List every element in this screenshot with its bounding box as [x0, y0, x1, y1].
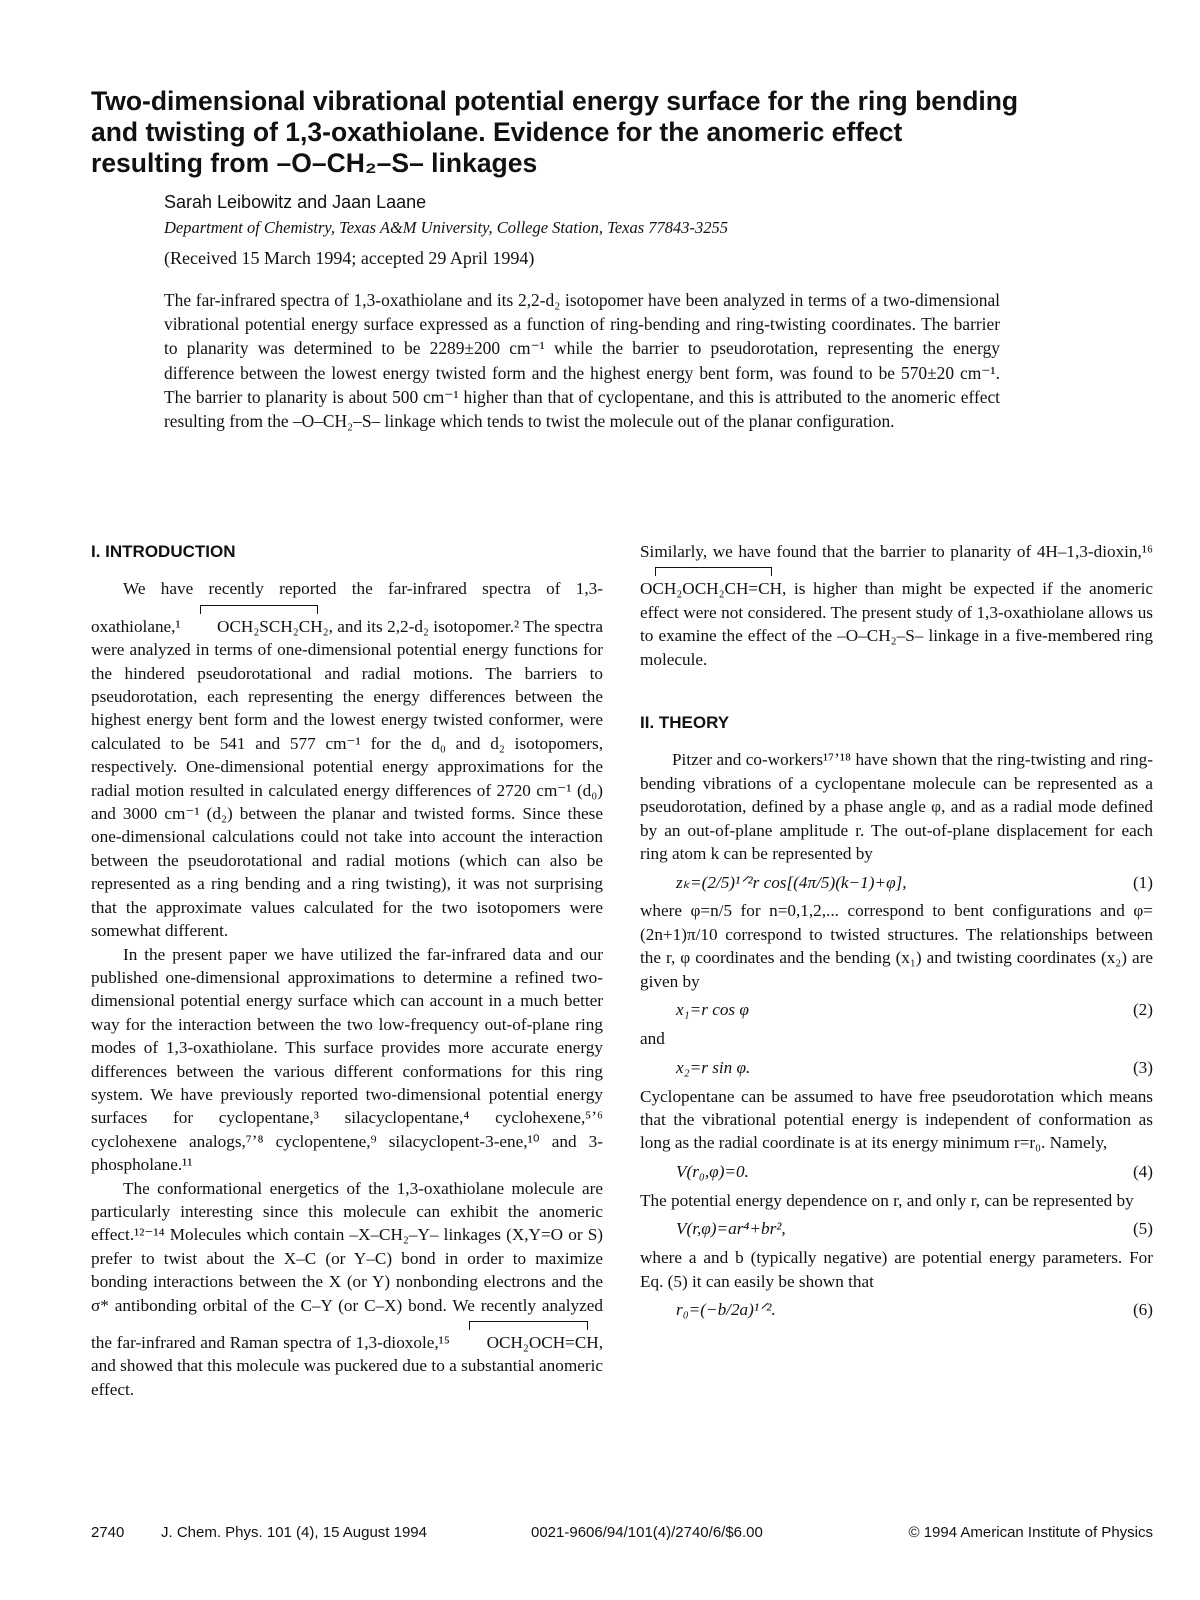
- copyright: © 1994 American Institute of Physics: [908, 1524, 1153, 1541]
- text-run: and showed that this molecule was puckered due to a substantial anomeric effect.: [91, 1356, 603, 1399]
- equation-body: zₖ=(2/5)¹ᐟ²r cos[(4π/5)(k−1)+φ],: [676, 872, 907, 892]
- paragraph: and: [640, 1029, 665, 1049]
- ring-formula: OCH₂SCH₂CH₂,: [185, 601, 333, 638]
- abstract: The far-infrared spectra of 1,3-oxathiolane and its 2,2-d₂ isotopomer have been analyzed in terms of a two-dimensional vibrational potential energy surface expressed as a function of ring-bending and ring-twisting coordinates. The barrier to planarity was determined to be 2289±200 cm⁻¹ while the barrier to pseudorotation, representing the energy difference between the lowest energy twisted form and the highest energy bent form, was found to be 570±20 cm⁻¹. The barrier to planarity is about 500 cm⁻¹ higher than that of cyclopentane, and this is attributed to the anomeric effect resulting from the –O–CH₂–S– linkage which tends to twist the molecule out of the planar configuration.: [164, 290, 1000, 432]
- equation-2: [640, 993, 1153, 1027]
- affiliation: Department of Chemistry, Texas A&M University, College Station, Texas 77843-3255: [164, 218, 729, 237]
- ring-formula: OCH₂OCH=CH,: [455, 1317, 603, 1354]
- paragraph: where φ=n/5 for n=0,1,2,... correspond to bent configurations and φ=(2n+1)π/10 correspond to twisted structures. The relationships between the r, φ coordinates and the bending (x₁) and twisting coordinates (x₂) are given by: [640, 901, 1153, 991]
- right-column: [640, 540, 1153, 1327]
- equation-body: V(r₀,φ)=0.: [676, 1162, 749, 1182]
- paragraph: [91, 577, 603, 942]
- ring-formula: OCH₂OCH₂CH=CH,: [640, 563, 786, 600]
- article-code: 0021-9606/94/101(4)/2740/6/$6.00: [531, 1524, 763, 1541]
- equation-1: [640, 865, 1153, 899]
- section-heading-introduction: I. INTRODUCTION: [91, 542, 236, 561]
- equation-number: (3): [1132, 1057, 1153, 1077]
- page-number: 2740: [91, 1524, 125, 1541]
- equation-number: (1): [1132, 872, 1153, 892]
- equation-body: x₁=r cos φ: [676, 1000, 749, 1020]
- equation-4: [640, 1155, 1153, 1189]
- equation-number: (6): [1132, 1300, 1153, 1320]
- article-title: [91, 86, 1151, 179]
- paragraph: Pitzer and co-workers¹⁷ʼ¹⁸ have shown that the ring-twisting and ring-bending vibrations of a cyclopentane molecule can be represented as a pseudorotation, defined by a phase angle φ, and as a radial mode defined by an out-of-plane amplitude r. The out-of-plane displacement for each ring atom k can be represented by: [640, 750, 1153, 864]
- authors: Sarah Leibowitz and Jaan Laane: [164, 192, 427, 212]
- equation-5: [640, 1212, 1153, 1246]
- paragraph: The potential energy dependence on r, and only r, can be represented by: [640, 1190, 1134, 1210]
- text-run: Similarly, we have found that the barrier to planarity of 4H–1,3-dioxin,¹⁶: [640, 542, 1153, 561]
- paragraph: [640, 540, 1153, 671]
- paragraph: where a and b (typically negative) are potential energy parameters. For Eq. (5) it can easily be shown that: [640, 1248, 1153, 1291]
- text-run: is higher than might be expected if the anomeric effect were not considered. The present study of 1,3-oxathiolane allows us to examine the effect of the –O–CH₂–S– linkage in a five-membered ring molecule.: [640, 579, 1153, 669]
- paragraph: [91, 1177, 603, 1402]
- equation-body: V(r,φ)=ar⁴+br²,: [676, 1219, 786, 1239]
- title-line: and twisting of 1,3-oxathiolane. Evidence for the anomeric effect: [91, 117, 903, 147]
- paragraph: In the present paper we have utilized the far-infrared data and our published one-dimensional approximations to determine a refined two-dimensional potential energy surface which can account in a much better way for the interaction between the two low-frequency out-of-plane ring modes of 1,3-oxathiolane. This surface provides more accurate energy differences between the various different conformations for this ring system. We have previously reported two-dimensional potential energy surfaces for cyclopentane,³ silacyclopentane,⁴ cyclohexene,⁵ʼ⁶ cyclohexene analogs,⁷ʼ⁸ cyclopentene,⁹ silacyclopent-3-ene,¹⁰ and 3-phospholane.¹¹: [91, 944, 603, 1175]
- equation-body: r₀=(−b/2a)¹ᐟ².: [676, 1300, 776, 1320]
- equation-body: x₂=r sin φ.: [676, 1057, 751, 1077]
- title-line: Two-dimensional vibrational potential energy surface for the ring bending: [91, 86, 1019, 116]
- text-run: The conformational energetics of the 1,3-oxathiolane molecule are particularly interesting since this molecule can exhibit the anomeric effect.¹²⁻¹⁴ Molecules which contain –X–CH₂–Y– linkages (X,Y=O or S) prefer to twist about the X–C (or Y–C) bond in order to maximize bonding interactions between the X (or Y) nonbonding electrons and the σ* antibonding orbital of the C–Y (or C–X) bond. We recently analyzed the far-infrared and Raman spectra of 1,3-dioxole,¹⁵: [91, 1178, 603, 1352]
- equation-3: [640, 1051, 1153, 1085]
- equation-6: [640, 1293, 1153, 1327]
- equation-number: (4): [1132, 1162, 1153, 1182]
- text-run: We have recently reported the far-infrared spectra of 1,3-oxathiolane,¹: [91, 579, 603, 636]
- title-line: resulting from –O–CH₂–S– linkages: [91, 148, 538, 178]
- section-heading-theory: II. THEORY: [640, 713, 730, 733]
- text-run: and its 2,2-d₂ isotopomer.² The spectra were analyzed in terms of one-dimensional potential energy functions for the hindered pseudorotational and radial motions. The barriers to pseudorotation, each representing the energy differences between the highest energy bent form and the lowest energy twisted conformer, were calculated to be 541 and 577 cm⁻¹ for the d₀ and d₂ isotopomers, respectively. One-dimensional potential energy approximations for the radial motion resulted in calculated energy differences of 2720 cm⁻¹ (d₀) and 3000 cm⁻¹ (d₂) between the planar and twisted forms. Since these one-dimensional calculations could not take into account the interaction between the pseudorotational and radial motions (which can also be represented as a ring bending and a ring twisting), it was not surprising that the approximate values calculated for the two isotopomers were somewhat different.: [91, 616, 604, 941]
- equation-number: (5): [1132, 1219, 1153, 1239]
- journal-citation: J. Chem. Phys. 101 (4), 15 August 1994: [161, 1524, 427, 1541]
- equation-number: (2): [1132, 1000, 1153, 1020]
- received-dates: (Received 15 March 1994; accepted 29 April 1994): [164, 248, 535, 268]
- paragraph: Cyclopentane can be assumed to have free pseudorotation which means that the vibrational potential energy is independent of conformation as long as the radial coordinate is at its energy minimum r=r₀. Namely,: [640, 1086, 1153, 1153]
- left-column: [91, 540, 603, 1401]
